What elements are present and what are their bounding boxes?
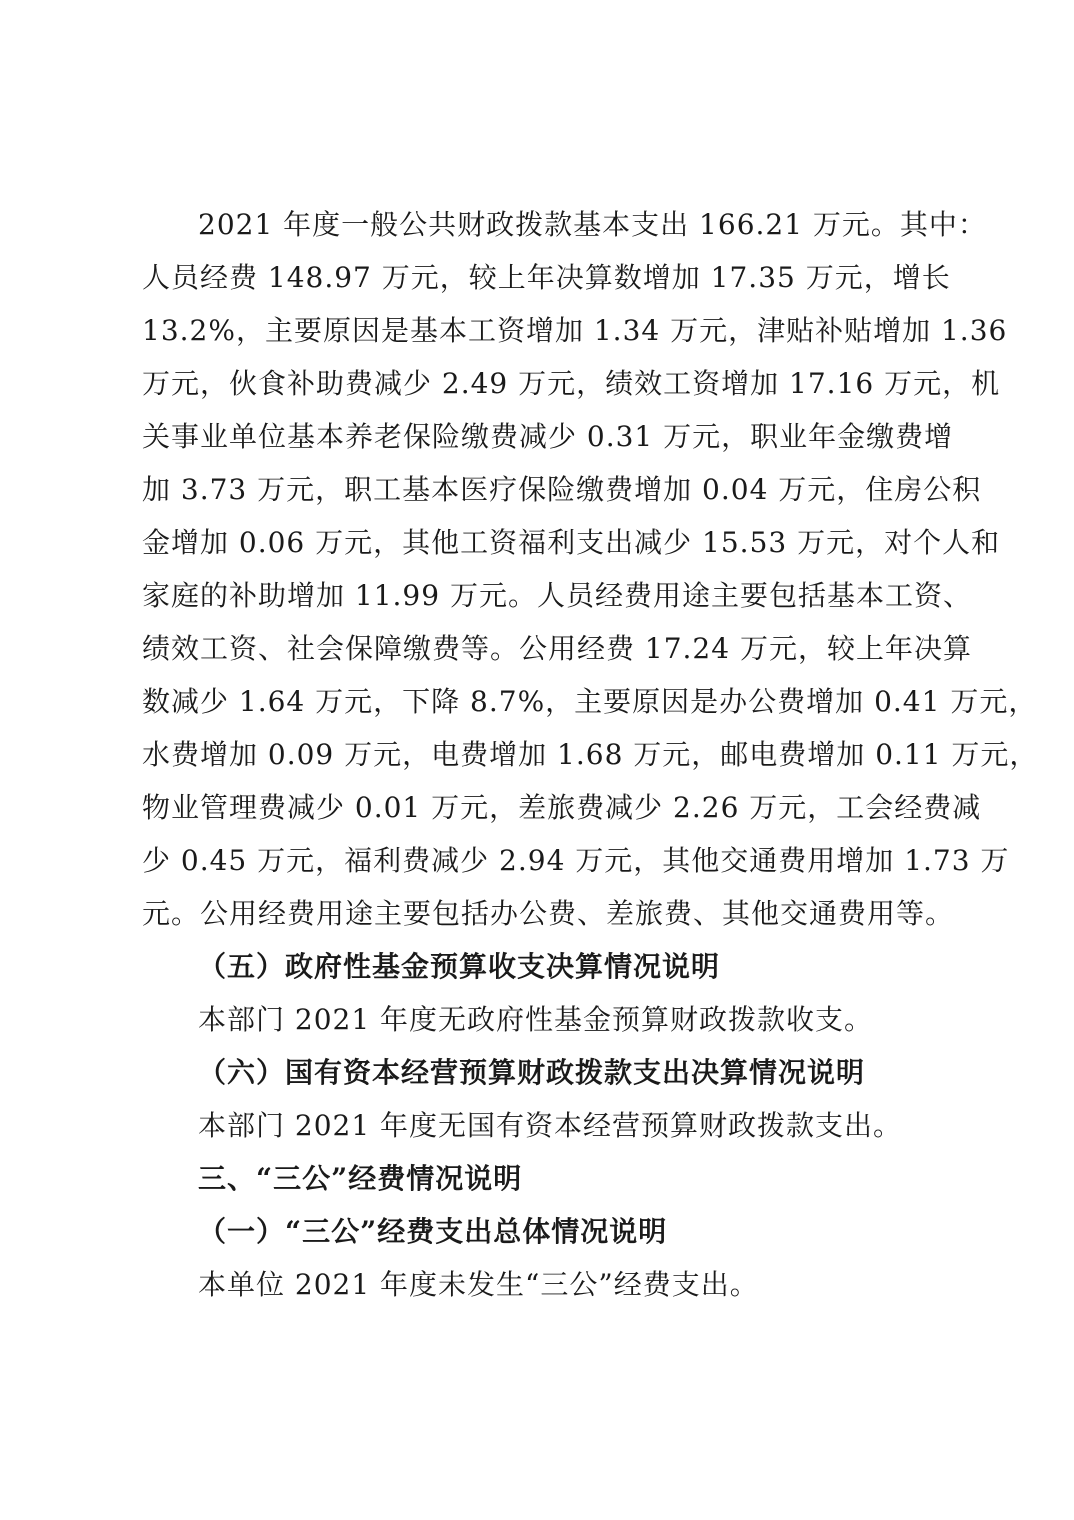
part-heading: 三、“三公”经费情况说明	[198, 1162, 523, 1195]
paragraph-line: 物业管理费减少 0.01 万元，差旅费减少 2.26 万元，工会经费减	[142, 791, 982, 824]
paragraph-line: 水费增加 0.09 万元，电费增加 1.68 万元，邮电费增加 0.11 万元，	[142, 738, 1039, 771]
section-heading: （六）国有资本经营预算财政拨款支出决算情况说明	[198, 1056, 866, 1089]
paragraph-line: 绩效工资、社会保障缴费等。公用经费 17.24 万元，较上年决算	[142, 632, 972, 665]
paragraph-line: 数减少 1.64 万元，下降 8.7%，主要原因是办公费增加 0.41 万元，	[142, 685, 1038, 718]
section-body: 本部门 2021 年度无政府性基金预算财政拨款收支。	[198, 1003, 874, 1036]
paragraph-line: 家庭的补助增加 11.99 万元。人员经费用途主要包括基本工资、	[142, 579, 972, 612]
paragraph-line: 人员经费 148.97 万元，较上年决算数增加 17.35 万元，增长	[142, 261, 951, 294]
section-body: 本部门 2021 年度无国有资本经营预算财政拨款支出。	[198, 1109, 903, 1142]
paragraph-line: 金增加 0.06 万元，其他工资福利支出减少 15.53 万元，对个人和	[142, 526, 1001, 559]
paragraph-line: 万元，伙食补助费减少 2.49 万元，绩效工资增加 17.16 万元，机	[142, 367, 1001, 400]
section-heading: （五）政府性基金预算收支决算情况说明	[198, 950, 721, 983]
subsection-heading: （一）“三公”经费支出总体情况说明	[198, 1215, 668, 1248]
paragraph-line: 13.2%，主要原因是基本工资增加 1.34 万元，津贴补贴增加 1.36	[142, 314, 1008, 347]
paragraph-line: 加 3.73 万元，职工基本医疗保险缴费增加 0.04 万元，住房公积	[142, 473, 982, 506]
subsection-body: 本单位 2021 年度未发生“三公”经费支出。	[198, 1268, 759, 1301]
paragraph-line: 元。公用经费用途主要包括办公费、差旅费、其他交通费用等。	[142, 897, 955, 930]
paragraph-line: 2021 年度一般公共财政拨款基本支出 166.21 万元。其中：	[198, 208, 987, 241]
paragraph-line: 少 0.45 万元，福利费减少 2.94 万元，其他交通费用增加 1.73 万	[142, 844, 1010, 877]
paragraph-line: 关事业单位基本养老保险缴费减少 0.31 万元，职业年金缴费增	[142, 420, 954, 453]
